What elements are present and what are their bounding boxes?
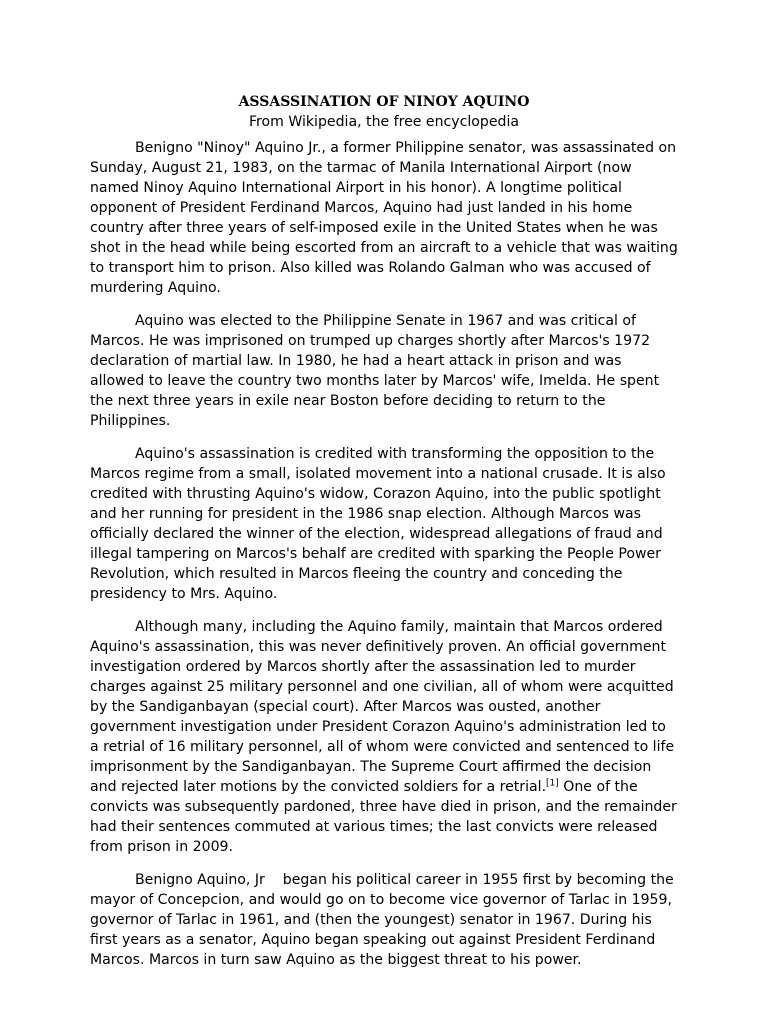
paragraph-3: Aquino's assassination is credited with transforming the opposition to the Marcos regime from a small, isolated movement into a national crusade. It is also credited with thrusting Aquino's widow, Corazon Aquino, into the public spotlight and her running for president in the 1986 snap election. Although Marcos was officially declared the winner of the election, widespread allegations of fraud and illegal tampering on Marcos's behalf are credited with sparking the People Power Revolution, which resulted in Marcos fleeing the country and conceding the presidency to Mrs. Aquino. xyxy=(90,446,666,602)
paragraph-5: Benigno Aquino, Jr began his political career in 1955 first by becoming the mayor of Concepcion, and would go on to become vice governor of Tarlac in 1959, governor of Tarlac in 1961, and (then the youngest) senator in 1967. During his first years as a senator, Aquino began speaking out against President Ferdinand Marcos. Marcos in turn saw Aquino as the biggest threat to his power. xyxy=(90,872,679,968)
paragraph-4-text-after: One of the convicts was subsequently pardoned, three have died in prison, and the remainder had their sentences commuted at various times; the last convicts were released from prison in 2009. xyxy=(90,779,677,855)
paragraph-1: Benigno "Ninoy" Aquino Jr., a former Philippine senator, was assassinated on Sunday, August 21, 1983, on the tarmac of Manila International Airport (now named Ninoy Aquino International Airport in his honor). A longtime political opponent of President Ferdinand Marcos, Aquino had just landed in his home country after three years of self-imposed exile in the United States when he was shot in the head while being escorted from an aircraft to a vehicle that was waiting to transport him to prison. Also killed was Rolando Galman who was accused of murdering Aquino. xyxy=(90,140,678,296)
document-page xyxy=(90,92,678,983)
document-title: ASSASSINATION OF NINOY AQUINO xyxy=(238,94,530,110)
paragraph-4-text-before: Although many, including the Aquino family, maintain that Marcos ordered Aquino's assassination, this was never definitively proven. An official government investigation ordered by Marcos shortly after the assassination led to murder charges against 25 military personnel and one civilian, all of whom were acquitted by the Sandiganbayan (special court). After Marcos was ousted, another government investigation under President Corazon Aquino's administration led to a retrial of 16 military personnel, all of whom were convicted and sentenced to life imprisonment by the Sandiganbayan. The Supreme Court affirmed the decision and rejected later motions by the convicted soldiers for a retrial. xyxy=(90,619,675,795)
footnote-reference-link[interactable]: [1] xyxy=(546,778,559,789)
document-subtitle: From Wikipedia, the free encyclopedia xyxy=(248,114,520,130)
paragraph-2: Aquino was elected to the Philippine Senate in 1967 and was critical of Marcos. He was imprisoned on trumped up charges shortly after Marcos's 1972 declaration of martial law. In 1980, he had a heart attack in prison and was allowed to leave the country two months later by Marcos' wife, Imelda. He spent the next three years in exile near Boston before deciding to return to the Philippines. xyxy=(90,313,660,429)
paragraph-4 xyxy=(90,617,678,857)
